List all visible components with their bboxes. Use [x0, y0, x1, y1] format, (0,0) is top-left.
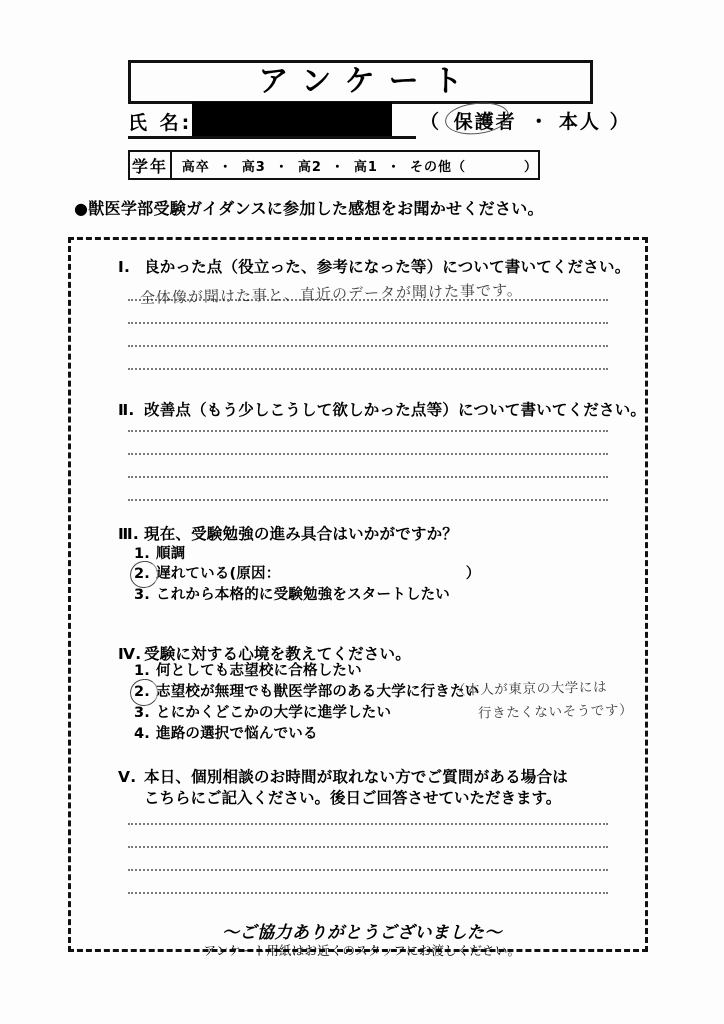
rule-line[interactable] [128, 499, 608, 501]
section-4-heading-text: 受験に対する心境を教えてください。 [144, 645, 411, 663]
section-1-handwritten-answer: 全体像が聞けた事と、直近のデータが聞けた事です。 [139, 280, 523, 308]
section-2-heading-text: 改善点（もう少しこうして欲しかった点等）について書いてください。 [144, 401, 647, 419]
name-row [128, 104, 631, 140]
name-underline [128, 136, 416, 139]
section-4-handwritten-note-line1: （本人が東京の大学には [451, 679, 608, 699]
rule-line[interactable] [128, 846, 608, 848]
section-3-option-2-trailing: ） [465, 566, 481, 582]
section-3-option-3-number: 3. [134, 587, 150, 603]
rule-line[interactable] [128, 322, 608, 324]
grade-other-close-paren: ） [523, 159, 538, 175]
section-4-option-2-number [134, 684, 156, 700]
section-1-heading [118, 255, 630, 277]
section-5-heading-line1 [118, 765, 568, 787]
relation-close-paren: ） [609, 111, 631, 133]
grade-separator-1: ・ [274, 159, 289, 175]
section-3-numeral: Ⅲ. [118, 525, 139, 543]
rule-line[interactable] [128, 823, 608, 825]
grade-option-2[interactable]: 高2 [297, 159, 322, 175]
section-5-ruled-lines[interactable] [128, 823, 608, 894]
section-5-heading-line2: こちらにご記入ください。後日ご回答させていただきます。 [144, 789, 562, 807]
section-3-option-2-number [134, 566, 156, 582]
section-4-handwritten-note-line2: 行きたくないそうです） [477, 702, 634, 722]
section-1-numeral: Ⅰ. [118, 258, 131, 276]
section-4-option-3-label: とにかくどこかの大学に進学したい [156, 705, 392, 721]
grade-option-1[interactable]: 高3 [241, 159, 266, 175]
section-3-option-3[interactable] [134, 583, 450, 604]
section-4-option-3-number: 3. [134, 705, 150, 721]
rule-line[interactable] [128, 476, 608, 478]
rule-line[interactable] [128, 368, 608, 370]
grade-options[interactable] [172, 152, 538, 178]
footer-thanks: ～ご協力ありがとうございました～ [222, 923, 502, 943]
rule-line[interactable] [128, 430, 608, 432]
grade-separator-3: ・ [386, 159, 401, 175]
relation-option-guardian[interactable] [450, 107, 521, 134]
grade-separator-0: ・ [218, 159, 233, 175]
relation-separator: ・ [529, 111, 551, 133]
relation-option-self-label[interactable]: 本人 [558, 111, 601, 133]
section-3-heading [118, 522, 458, 544]
section-4-option-4-number: 4. [134, 726, 150, 742]
section-1-heading-text: 良かった点（役立った、参考になった等）について書いてください。 [144, 258, 631, 276]
relation-choice-group[interactable] [420, 107, 631, 134]
section-4-option-1-number: 1. [134, 663, 150, 679]
grade-table-header: 学年 [130, 152, 172, 178]
section-2-heading [118, 398, 646, 420]
name-label: 氏 名: [128, 112, 193, 134]
section-3-option-1-label: 順調 [156, 546, 186, 562]
section-4-option-1-label: 何としても志望校に合格したい [156, 663, 362, 679]
rule-line[interactable] [128, 453, 608, 455]
grade-option-3[interactable]: 高1 [353, 159, 378, 175]
section-4-option-3[interactable] [134, 701, 391, 722]
section-3-option-1-number: 1. [134, 546, 150, 562]
name-redaction-bar [192, 102, 392, 136]
footer-instruction: アンケート用紙はお近くのスタッフにお渡しください。 [203, 943, 521, 958]
page-title: アンケート [258, 64, 477, 99]
section-3-heading-text: 現在、受験勉強の進み具合はいかがですか？ [144, 525, 459, 543]
section-5-numeral: Ⅴ. [118, 768, 137, 786]
rule-line[interactable] [128, 345, 608, 347]
section-4-option-1[interactable] [134, 659, 362, 680]
grade-option-other[interactable]: その他（ [409, 159, 466, 175]
section-4-numeral: Ⅳ. [118, 645, 142, 663]
section-4-option-2[interactable] [134, 680, 479, 701]
section-4-option-4[interactable] [134, 722, 318, 743]
section-3-option-2-numeral-text: 2. [134, 566, 150, 582]
form-title-box [128, 60, 593, 104]
section-2-ruled-lines[interactable] [128, 430, 608, 501]
grade-separator-2: ・ [330, 159, 345, 175]
section-2-numeral: Ⅱ. [118, 401, 135, 419]
relation-open-paren: （ [420, 111, 442, 133]
section-3-option-2-label: 遅れている(原因： [156, 566, 281, 582]
rule-line[interactable] [128, 892, 608, 894]
section-1-ruled-lines[interactable] [128, 299, 608, 370]
section-3-option-2[interactable] [134, 562, 480, 583]
lead-prompt: ●獣医学部受験ガイダンスに参加した感想をお聞かせください。 [74, 199, 544, 218]
section-4-option-2-label: 志望校が無理でも獣医学部のある大学に行きたい [156, 684, 480, 700]
section-5-heading-text-1: 本日、個別相談のお時間が取れない方でご質問がある場合は [144, 768, 568, 786]
grade-table [128, 150, 540, 180]
section-4-option-4-label: 進路の選択で悩んでいる [156, 726, 318, 742]
relation-option-guardian-label: 保護者 [453, 111, 517, 133]
rule-line[interactable] [128, 869, 608, 871]
section-3-option-1[interactable] [134, 542, 185, 563]
grade-option-0[interactable]: 高卒 [181, 159, 210, 175]
section-4-option-2-numeral-text: 2. [134, 684, 150, 700]
section-3-option-3-label: これから本格的に受験勉強をスタートしたい [156, 587, 450, 603]
